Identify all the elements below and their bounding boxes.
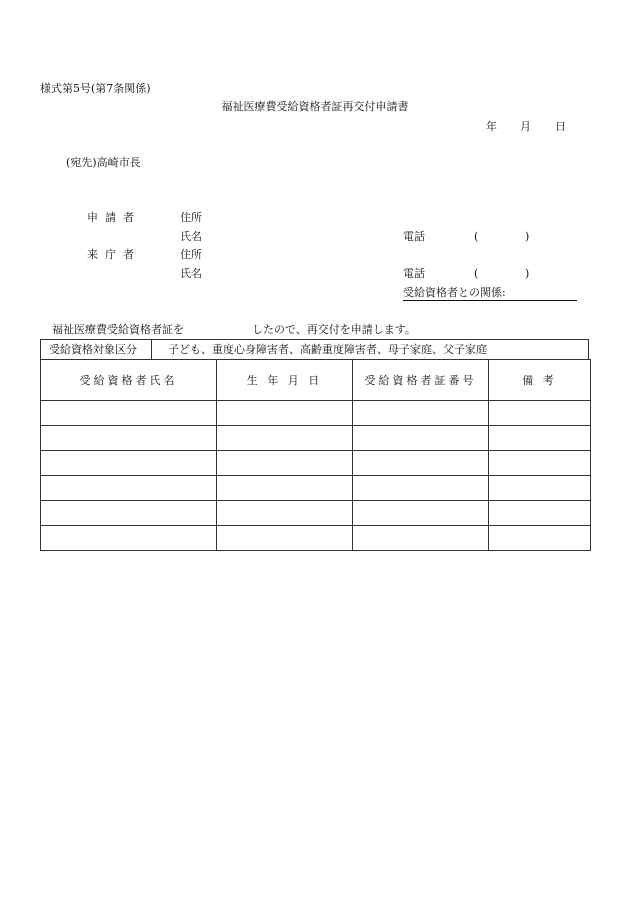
document-title: 福祉医療費受給資格者証再交付申請書 [221, 100, 409, 113]
addressee: (宛先)高崎市長 [66, 156, 141, 169]
visitor-address-label: 住所 [180, 248, 202, 261]
table-row [41, 476, 591, 501]
cell-recipient-name[interactable] [41, 476, 217, 501]
visitor-phone-paren-close: ) [525, 267, 530, 280]
cell-certificate-number[interactable] [353, 501, 489, 526]
applicant-role-label: 申請者 [87, 211, 141, 224]
cell-remarks[interactable] [489, 526, 591, 551]
cell-remarks[interactable] [489, 451, 591, 476]
category-row [40, 339, 589, 359]
applicant-phone-paren-open: ( [474, 230, 479, 243]
cell-certificate-number[interactable] [353, 426, 489, 451]
header-recipient-name: 受給資格者氏名 [41, 360, 217, 401]
header-birth-date: 生 年 月 日 [217, 360, 353, 401]
category-options[interactable]: 子ども、重度心身障害者、高齢重度障害者、母子家庭、父子家庭 [168, 343, 487, 356]
applicant-address-label: 住所 [180, 211, 202, 224]
cell-birth-date[interactable] [217, 426, 353, 451]
header-remarks: 備 考 [489, 360, 591, 401]
visitor-role-label: 来庁者 [87, 248, 141, 261]
table-row [41, 451, 591, 476]
form-number: 様式第5号(第7条関係) [40, 82, 151, 95]
cell-birth-date[interactable] [217, 526, 353, 551]
table-row [41, 426, 591, 451]
date-year-label: 年 [486, 120, 497, 133]
date-day-label: 日 [555, 120, 566, 133]
visitor-phone-label: 電話 [403, 267, 425, 280]
visitor-phone-paren-open: ( [474, 267, 479, 280]
cell-birth-date[interactable] [217, 401, 353, 426]
cell-remarks[interactable] [489, 426, 591, 451]
cell-birth-date[interactable] [217, 451, 353, 476]
cell-recipient-name[interactable] [41, 401, 217, 426]
cell-certificate-number[interactable] [353, 451, 489, 476]
cell-remarks[interactable] [489, 476, 591, 501]
applicant-phone-label: 電話 [403, 230, 425, 243]
table-row [41, 401, 591, 426]
table-row [41, 526, 591, 551]
cell-recipient-name[interactable] [41, 426, 217, 451]
cell-birth-date[interactable] [217, 476, 353, 501]
cell-certificate-number[interactable] [353, 526, 489, 551]
statement-part2: したので、再交付を申請します。 [252, 323, 416, 336]
table-header-row [41, 360, 591, 401]
cell-certificate-number[interactable] [353, 476, 489, 501]
statement-part1: 福祉医療費受給資格者証を [52, 323, 184, 336]
applicant-phone-paren-close: ) [525, 230, 530, 243]
cell-remarks[interactable] [489, 501, 591, 526]
recipient-table [40, 359, 591, 551]
relation-field[interactable]: 受給資格者との関係: [403, 286, 577, 301]
applicant-name-label: 氏名 [180, 230, 202, 243]
cell-birth-date[interactable] [217, 501, 353, 526]
category-label: 受給資格対象区分 [41, 340, 152, 359]
cell-certificate-number[interactable] [353, 401, 489, 426]
header-certificate-number: 受給資格者証番号 [353, 360, 489, 401]
cell-recipient-name[interactable] [41, 526, 217, 551]
table-row [41, 501, 591, 526]
cell-recipient-name[interactable] [41, 501, 217, 526]
cell-remarks[interactable] [489, 401, 591, 426]
date-month-label: 月 [520, 120, 531, 133]
visitor-name-label: 氏名 [180, 267, 202, 280]
cell-recipient-name[interactable] [41, 451, 217, 476]
